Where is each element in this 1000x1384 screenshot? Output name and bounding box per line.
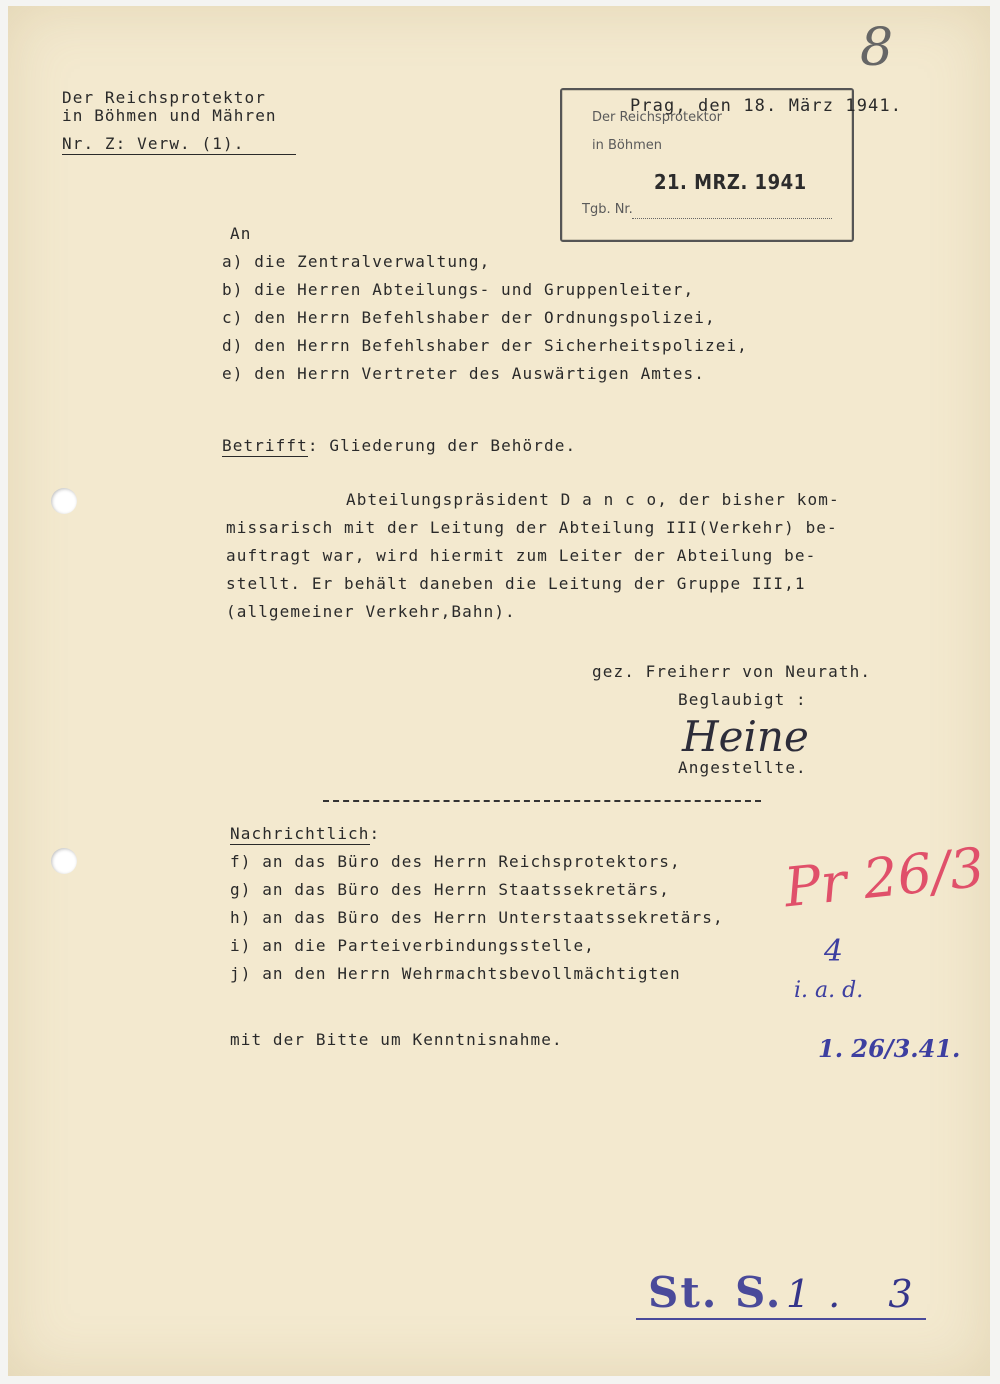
subject bbox=[222, 436, 576, 455]
recipient-item: b) die Herren Abteilungs- und Gruppenleiter, bbox=[222, 280, 695, 299]
bottom-stamp-underline bbox=[636, 1318, 926, 1320]
signed-by: gez. Freiherr von Neurath. bbox=[592, 662, 872, 681]
stamp-line-1: Der Reichsprotektor bbox=[592, 110, 722, 125]
recipients-intro: An bbox=[230, 224, 252, 243]
subject-label: Betrifft bbox=[222, 436, 308, 455]
sender-line-2: in Böhmen und Mähren bbox=[62, 106, 277, 125]
document-page bbox=[8, 6, 990, 1376]
notification-item: j) an den Herrn Wehrmachtsbevollmächtigten bbox=[230, 964, 681, 983]
signer-role: Angestellte. bbox=[678, 758, 807, 777]
stamp-line-3: Tgb. Nr. bbox=[582, 202, 633, 217]
blue-note-1: 4 bbox=[824, 934, 844, 969]
bottom-stamp-note: 1. 3 bbox=[786, 1272, 931, 1316]
recipient-item: e) den Herrn Vertreter des Auswärtigen Amtes. bbox=[222, 364, 705, 383]
page-number: 8 bbox=[860, 18, 894, 78]
notification-item: f) an das Büro des Herrn Reichsprotektors, bbox=[230, 852, 681, 871]
handwritten-signature: Heine bbox=[682, 712, 809, 761]
recipient-item: d) den Herrn Befehlshaber der Sicherheitspolizei, bbox=[222, 336, 748, 355]
notification-colon: : bbox=[369, 824, 381, 843]
blue-note-2: i. a. d. bbox=[794, 978, 864, 1003]
sender-line-1: Der Reichsprotektor bbox=[62, 88, 266, 107]
notification-item: h) an das Büro des Herrn Unterstaatssekretärs, bbox=[230, 908, 724, 927]
closing-line: mit der Bitte um Kenntnisnahme. bbox=[230, 1030, 563, 1049]
separator-line bbox=[323, 800, 761, 802]
body-line: stellt. Er behält daneben die Leitung der Gruppe III,1 bbox=[226, 574, 806, 593]
notification-label: Nachrichtlich bbox=[230, 824, 370, 843]
subject-text: Gliederung der Behörde. bbox=[329, 436, 577, 455]
body-line: Abteilungspräsident D a n c o, der bisher kom- bbox=[346, 490, 840, 509]
recipient-item: a) die Zentralverwaltung, bbox=[222, 252, 491, 271]
notification-item: g) an das Büro des Herrn Staatssekretärs, bbox=[230, 880, 671, 899]
subject-colon: : bbox=[307, 436, 319, 455]
body-line: (allgemeiner Verkehr,Bahn). bbox=[226, 602, 516, 621]
body-line: auftragt war, wird hiermit zum Leiter der Abteilung be- bbox=[226, 546, 817, 565]
recipient-item: c) den Herrn Befehlshaber der Ordnungspolizei, bbox=[222, 308, 716, 327]
notification-heading bbox=[230, 824, 380, 843]
stamp-received-date: 21. MRZ. 1941 bbox=[654, 170, 807, 194]
blue-note-3: 1. 26/3.41. bbox=[818, 1034, 961, 1063]
bottom-stamp: St. S. bbox=[648, 1268, 783, 1317]
body-line: missarisch mit der Leitung der Abteilung III(Verkehr) be- bbox=[226, 518, 838, 537]
certified-label: Beglaubigt : bbox=[678, 690, 807, 709]
notification-item: i) an die Parteiverbindungsstelle, bbox=[230, 936, 595, 955]
stamp-dotted-line bbox=[632, 218, 832, 219]
stamp-line-2: in Böhmen bbox=[592, 138, 662, 153]
reference-number: Nr. Z: Verw. (1). bbox=[62, 134, 296, 155]
red-pencil-note: Pr 26/3 bbox=[781, 835, 988, 920]
punch-hole-bottom bbox=[51, 848, 77, 874]
punch-hole-top bbox=[51, 488, 77, 514]
place-date: Prag, den 18. März 1941. bbox=[630, 96, 903, 116]
